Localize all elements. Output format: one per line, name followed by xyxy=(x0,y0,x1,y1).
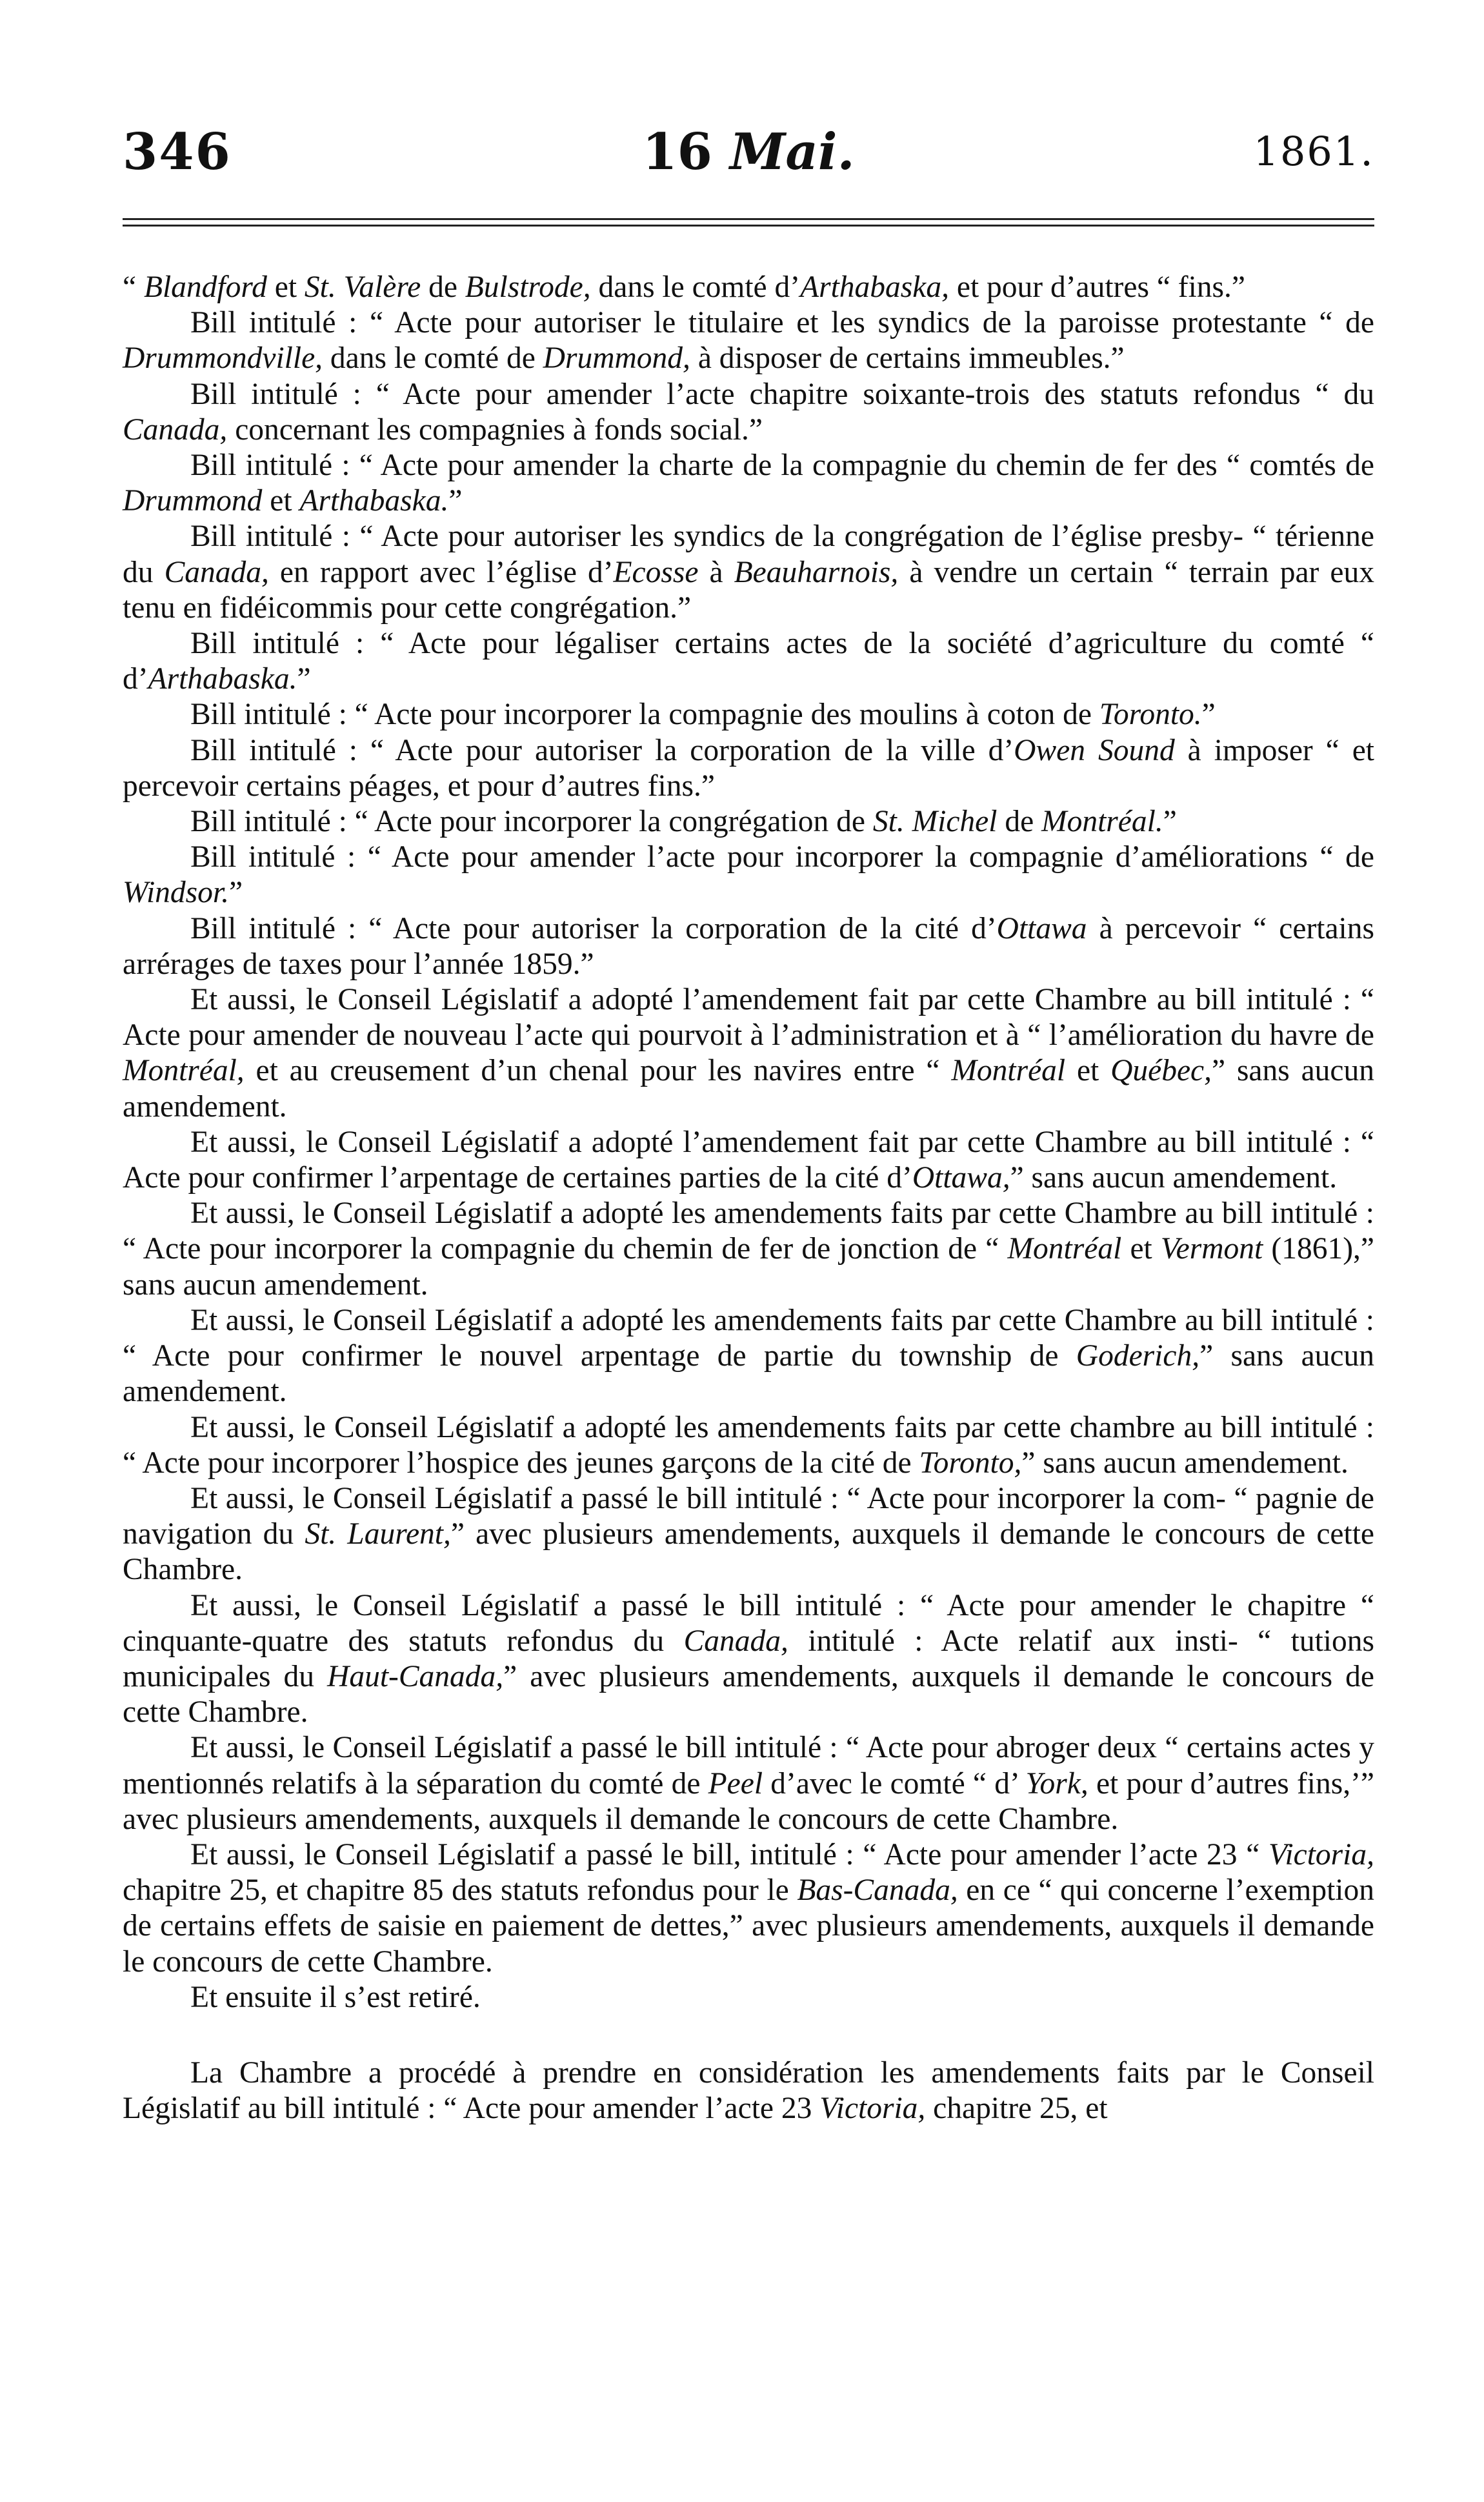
text-run: et xyxy=(262,484,300,518)
italic-text: Ecosse xyxy=(613,555,699,589)
text-run: Bill intitulé : “ Acte pour légaliser certains actes de la société d’agriculture du comté “ d’ xyxy=(123,627,1374,696)
italic-text: Ottawa xyxy=(996,911,1087,945)
text-run: et au creusement d’un chenal pour les navires entre “ xyxy=(244,1054,952,1088)
header-rule-line xyxy=(123,225,1374,227)
text-run: Et aussi, le Conseil Législatif a adopté les amendements faits par cette Chambre au bill intitulé : “ Acte pour confirmer le nouvel arpentage de partie du township de xyxy=(123,1303,1374,1373)
italic-text: Canada, xyxy=(683,1624,788,1658)
text-run: Et aussi, le Conseil Législatif a passé le bill intitulé : “ Acte pour abroger deux “ certains actes y mentionnés relatifs à la séparation du comté de xyxy=(123,1731,1374,1801)
text-run: “ xyxy=(123,270,144,304)
italic-text: Victoria, xyxy=(1268,1837,1374,1871)
journal-paragraph xyxy=(123,305,1374,376)
text-run: à vendre un certain “ terrain par eux tenu en fidéicommis pour cette congrégation.” xyxy=(123,555,1375,625)
journal-paragraph xyxy=(123,697,1374,732)
italic-text: St. Valère xyxy=(304,270,421,304)
text-run: Et aussi, le Conseil Législatif a adopté les amendements faits par cette chambre au bill intitulé : “ Acte pour incorporer l’hospice des jeunes garçons de la cité de xyxy=(123,1410,1374,1480)
text-run: concernant les compagnies à fonds social.” xyxy=(227,412,763,447)
italic-text: Drummond xyxy=(123,484,263,518)
journal-body xyxy=(123,270,1374,2126)
journal-paragraph xyxy=(123,911,1374,982)
italic-text: Toronto, xyxy=(919,1446,1022,1480)
text-run: chapitre 25, et chapitre 85 des statuts refondus pour le xyxy=(123,1873,797,1908)
italic-text: Arthabaska, xyxy=(800,270,949,304)
text-run: à disposer de certains immeubles.” xyxy=(690,341,1125,376)
journal-paragraph xyxy=(123,1410,1374,1481)
text-run: Et aussi, le Conseil Législatif a passé le bill intitulé : “ Acte pour amender le chapitre “ cinquante-quatre des statuts refondus du xyxy=(123,1588,1374,1658)
text-run: Et ensuite il s’est retiré. xyxy=(190,1980,481,2014)
text-run: et pour d’autres fins,’” avec plusieurs amendements, auxquels il demande le concours de cette Chambre. xyxy=(123,1766,1375,1836)
italic-text: St. Laurent, xyxy=(305,1517,451,1551)
italic-text: Goderich, xyxy=(1076,1339,1200,1373)
text-run: à percevoir “ certains arrérages de taxes pour l’année 1859.” xyxy=(123,911,1374,981)
text-run: Bill intitulé : “ Acte pour autoriser les syndics de la congrégation de l’église presby- “ térienne du xyxy=(123,520,1374,589)
text-run: et xyxy=(266,270,305,304)
text-run: dans le comté de xyxy=(323,341,543,376)
journal-paragraph xyxy=(123,1980,1374,2015)
text-run: ” xyxy=(1201,698,1216,732)
text-run: d’avec le comté “ d’ xyxy=(763,1766,1026,1801)
text-run: Bill intitulé : “ Acte pour autoriser le titulaire et les syndics de la paroisse protestante “ de xyxy=(190,306,1374,340)
text-run: de xyxy=(421,270,465,304)
italic-text: Montréal xyxy=(1007,1232,1122,1266)
italic-text: Blandford xyxy=(143,270,267,304)
journal-paragraph xyxy=(123,2055,1374,2126)
text-run: Bill intitulé : “ Acte pour incorporer la compagnie des moulins à coton de xyxy=(190,698,1099,732)
italic-text: Bulstrode, xyxy=(465,270,591,304)
text-run: ” xyxy=(297,662,311,696)
italic-text: Bas-Canada, xyxy=(797,1873,958,1908)
page-number: 346 xyxy=(123,123,232,181)
journal-paragraph xyxy=(123,1837,1374,1980)
italic-text: Arthabaska. xyxy=(299,484,449,518)
text-run: en ce “ qui concerne l’exemption de certains effets de saisie en paiement de dettes,” avec plusieurs amendements, auxquels il demande le concours de cette Chambre. xyxy=(123,1873,1374,1979)
journal-paragraph xyxy=(123,733,1374,804)
italic-text: Arthabaska. xyxy=(148,662,297,696)
italic-text: Drummondville, xyxy=(123,341,323,376)
journal-paragraph xyxy=(123,270,1374,305)
journal-paragraph xyxy=(123,377,1374,448)
journal-paragraph xyxy=(123,1730,1374,1837)
text-run: Bill intitulé : “ Acte pour amender la charte de la compagnie du chemin de fer des “ comtés de xyxy=(190,449,1374,483)
italic-text: Owen Sound xyxy=(1014,733,1175,767)
text-run: chapitre 25, et xyxy=(925,2092,1108,2126)
journal-paragraph xyxy=(123,1196,1374,1303)
text-run: (1861),” sans aucun amendement. xyxy=(123,1232,1375,1302)
italic-text: Montréal. xyxy=(1041,805,1163,839)
text-run: ” sans aucun amendement. xyxy=(123,1054,1374,1124)
journal-paragraph xyxy=(123,1588,1374,1731)
italic-text: Vermont xyxy=(1160,1232,1263,1266)
text-run: ” sans aucun amendement. xyxy=(1021,1446,1349,1480)
text-run: de xyxy=(997,805,1042,839)
text-run: et xyxy=(1121,1232,1161,1266)
journal-paragraph xyxy=(123,626,1374,697)
text-run: et pour d’autres “ fins.” xyxy=(948,270,1245,304)
italic-text: Beauharnois, xyxy=(734,555,899,589)
running-header xyxy=(123,123,1374,194)
text-run: dans le comté d’ xyxy=(590,270,801,304)
page-date-day: 16 xyxy=(642,123,712,181)
text-run: Bill intitulé : “ Acte pour amender l’acte pour incorporer la compagnie d’améliorations “ de xyxy=(190,840,1374,874)
header-rule xyxy=(123,218,1374,231)
journal-paragraph xyxy=(123,519,1374,626)
text-run: Bill intitulé : “ Acte pour autoriser la corporation de la cité d’ xyxy=(190,911,997,945)
text-run: Et aussi, le Conseil Législatif a passé le bill, intitulé : “ Acte pour amender l’acte 23 “ xyxy=(190,1837,1268,1871)
journal-paragraph xyxy=(123,982,1374,1125)
text-run: ” xyxy=(448,484,463,518)
text-run: intitulé : Acte relatif aux insti- “ tutions municipales du xyxy=(123,1624,1374,1693)
italic-text: Windsor. xyxy=(123,876,229,910)
italic-text: Canada, xyxy=(123,412,228,447)
italic-text: Canada, xyxy=(164,555,269,589)
italic-text: Québec, xyxy=(1110,1054,1212,1088)
text-run: La Chambre a procédé à prendre en considération les amendements faits par le Conseil Législatif au bill intitulé : “ Acte pour amender l’acte 23 xyxy=(123,2055,1374,2126)
text-run: en rapport avec l’église d’ xyxy=(268,555,614,589)
text-run: et xyxy=(1065,1054,1111,1088)
journal-paragraph xyxy=(123,840,1374,911)
header-rule-line xyxy=(123,218,1374,220)
text-run: Et aussi, le Conseil Législatif a passé le bill intitulé : “ Acte pour incorporer la com- “ pagnie de navigation du xyxy=(123,1481,1374,1551)
page-year: 1861. xyxy=(1253,128,1374,175)
text-run: Et aussi, le Conseil Législatif a adopté l’amendement fait par cette Chambre au bill intitulé : “ Acte pour confirmer l’arpentage de certaines parties de la cité d’ xyxy=(123,1125,1374,1195)
text-run: ” xyxy=(228,876,243,910)
italic-text: Montréal, xyxy=(123,1054,245,1088)
italic-text: Drummond, xyxy=(543,341,690,376)
text-run: ” avec plusieurs amendements, auxquels il demande le concours de cette Chambre. xyxy=(123,1517,1374,1587)
italic-text: Montréal xyxy=(951,1054,1066,1088)
italic-text: York, xyxy=(1025,1766,1088,1801)
italic-text: Peel xyxy=(708,1766,763,1801)
text-run: Bill intitulé : “ Acte pour incorporer la congrégation de xyxy=(190,805,873,839)
italic-text: St. Michel xyxy=(872,805,998,839)
text-run: ” avec plusieurs amendements, auxquels il demande le concours de cette Chambre. xyxy=(123,1659,1374,1730)
italic-text: Toronto. xyxy=(1099,698,1202,732)
text-run: ” sans aucun amendement. xyxy=(1010,1161,1338,1195)
italic-text: Ottawa, xyxy=(912,1161,1010,1195)
text-run: à xyxy=(698,555,734,589)
text-run: Et aussi, le Conseil Législatif a adopté l’amendement fait par cette Chambre au bill intitulé : “ Acte pour amender de nouveau l’acte qui pourvoit à l’administration et à “ l’amélioration du havre de xyxy=(123,983,1374,1053)
text-run: Et aussi, le Conseil Législatif a adopté les amendements faits par cette Chambre au bill intitulé : “ Acte pour incorporer la compagnie du chemin de fer de jonction de “ xyxy=(123,1196,1374,1266)
journal-paragraph xyxy=(123,448,1374,519)
text-run: Bill intitulé : “ Acte pour amender l’acte chapitre soixante-trois des statuts refondus “ du xyxy=(190,377,1374,411)
text-run: ” sans aucun amendement. xyxy=(123,1339,1374,1409)
journal-paragraph xyxy=(123,1125,1374,1196)
journal-paragraph xyxy=(123,1481,1374,1588)
page-date xyxy=(123,123,1374,181)
italic-text: Victoria, xyxy=(819,2092,926,2126)
text-run: à imposer “ et percevoir certains péages, et pour d’autres fins.” xyxy=(123,733,1374,803)
italic-text: Haut-Canada, xyxy=(327,1659,504,1693)
journal-paragraph xyxy=(123,1303,1374,1410)
text-run: ” xyxy=(1163,805,1177,839)
page-date-month: Mai. xyxy=(730,123,855,181)
text-run: Bill intitulé : “ Acte pour autoriser la corporation de la ville d’ xyxy=(190,733,1014,767)
journal-paragraph xyxy=(123,804,1374,840)
